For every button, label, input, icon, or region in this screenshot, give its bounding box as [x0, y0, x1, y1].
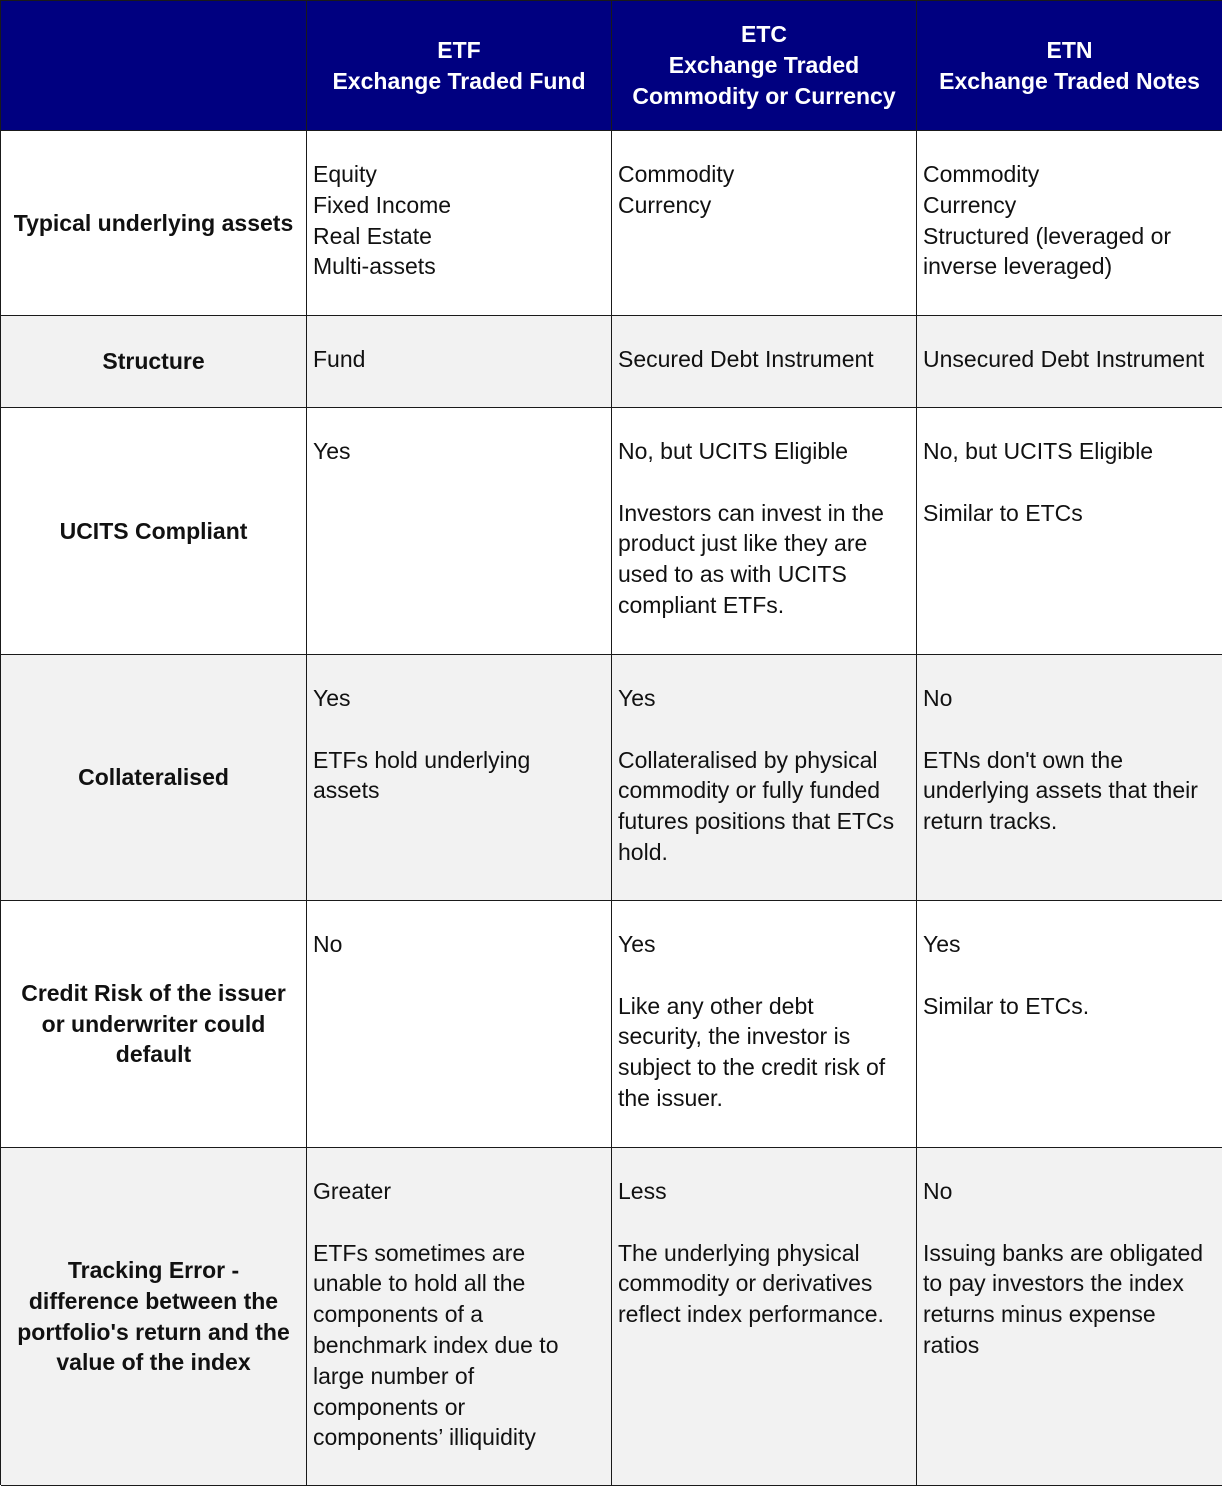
cell-line: No: [923, 1178, 953, 1204]
cell-line: No: [313, 931, 343, 957]
row-label-line: Credit Risk of the issuer: [21, 979, 286, 1006]
row-label-text: Structure: [102, 348, 205, 375]
row-label-text: Typical underlying assets: [13, 209, 294, 236]
row-label-line: difference between the: [28, 1287, 279, 1314]
cell-line: Less: [618, 1178, 667, 1204]
cell-line: product just like they are: [618, 530, 868, 557]
cell-etn-credit-risk: [917, 901, 1222, 1148]
cell-line: subject to the credit risk of: [618, 1054, 886, 1081]
cell-line: No, but UCITS Eligible: [923, 438, 1154, 464]
cell-etc-ucits: [612, 408, 917, 655]
cell-line: Similar to ETCs: [923, 499, 1083, 526]
cell-etn-underlying-assets: [917, 131, 1222, 316]
cell-line: Like any other debt: [618, 992, 814, 1019]
cell-line: Greater: [313, 1178, 391, 1204]
cell-etf-underlying-assets: [307, 131, 612, 316]
cell-line: ETNs don't own the: [923, 746, 1123, 773]
row-label-collateralised: [1, 655, 307, 901]
cell-etn-ucits: [917, 408, 1222, 655]
cell-line: Secured Debt Instrument: [618, 346, 874, 372]
cell-line: Equity: [313, 161, 377, 187]
cell-line: ratios: [923, 1331, 980, 1358]
cell-etn-tracking-error: [917, 1148, 1222, 1486]
cell-line: commodity or derivatives: [618, 1270, 873, 1297]
cell-line: Similar to ETCs.: [923, 992, 1090, 1019]
row-label-structure: [1, 316, 307, 408]
cell-line: large number of: [313, 1362, 475, 1389]
cell-line: benchmark index due to: [313, 1331, 559, 1358]
cell-line: Currency: [618, 191, 712, 218]
cell-etf-tracking-error: [307, 1148, 612, 1486]
cell-line: return tracks.: [923, 808, 1058, 835]
header-etn: [917, 1, 1222, 131]
row-label-line: Tracking Error -: [67, 1256, 240, 1283]
cell-line: No, but UCITS Eligible: [618, 438, 849, 464]
cell-line: Structured (leveraged or: [923, 222, 1172, 249]
cell-etf-structure: [307, 316, 612, 408]
cell-etf-ucits: [307, 408, 612, 655]
cell-line: Yes: [618, 685, 656, 711]
cell-line: compliant ETFs.: [618, 591, 785, 618]
row-label-text: Collateralised: [78, 764, 229, 791]
cell-line: Multi-assets: [313, 253, 436, 280]
cell-etn-structure: [917, 316, 1222, 408]
cell-line: Yes: [313, 438, 351, 464]
header-etc-name-line-2: Commodity or Currency: [632, 83, 896, 109]
cell-line: No: [923, 685, 953, 711]
cell-line: assets: [313, 777, 380, 804]
cell-etc-underlying-assets: [612, 131, 917, 316]
cell-line: security, the investor is: [618, 1023, 851, 1050]
cell-line: returns minus expense: [923, 1301, 1156, 1328]
header-etc-code: ETC: [740, 21, 787, 47]
cell-line: Yes: [923, 931, 961, 957]
cell-line: Currency: [923, 191, 1017, 218]
row-label-credit-risk: [1, 901, 307, 1148]
cell-line: futures positions that ETCs: [618, 808, 895, 835]
header-etf-name: Exchange Traded Fund: [332, 67, 586, 94]
row-label-ucits-compliant: [1, 408, 307, 655]
header-etn-name: Exchange Traded Notes: [939, 67, 1200, 94]
cell-line: Issuing banks are obligated: [923, 1239, 1204, 1266]
cell-line: Collateralised by physical: [618, 746, 878, 773]
row-label-line: value of the index: [56, 1349, 251, 1376]
cell-etn-collateralised: [917, 655, 1222, 901]
row-label-line: default: [115, 1041, 192, 1068]
header-etf: [307, 1, 612, 131]
row-label-line: portfolio's return and the: [17, 1318, 290, 1345]
cell-line: inverse leveraged): [923, 253, 1113, 280]
cell-line: reflect index performance.: [618, 1301, 884, 1328]
header-etc: [612, 1, 917, 131]
cell-etc-collateralised: [612, 655, 917, 901]
cell-line: used to as with UCITS: [618, 561, 847, 588]
cell-line: Real Estate: [313, 222, 432, 249]
cell-etc-structure: [612, 316, 917, 408]
row-label-text: UCITS Compliant: [59, 517, 248, 544]
cell-line: The underlying physical: [618, 1239, 860, 1266]
cell-etf-credit-risk: [307, 901, 612, 1148]
cell-line: Yes: [313, 685, 351, 711]
cell-line: ETFs sometimes are: [313, 1239, 526, 1266]
header-etc-name-line-1: Exchange Traded: [668, 52, 860, 78]
cell-line: Yes: [618, 931, 656, 957]
cell-line: hold.: [618, 838, 668, 865]
cell-line: components of a: [313, 1301, 484, 1328]
header-etf-code: ETF: [437, 36, 481, 63]
cell-etc-tracking-error: [612, 1148, 917, 1486]
cell-line: components’ illiquidity: [313, 1424, 536, 1451]
cell-line: components or: [313, 1393, 466, 1420]
cell-line: ETFs hold underlying: [313, 746, 531, 773]
cell-etf-collateralised: [307, 655, 612, 901]
cell-line: Fixed Income: [313, 191, 452, 218]
cell-etc-credit-risk: [612, 901, 917, 1148]
row-label-tracking-error: [1, 1148, 307, 1486]
cell-line: Investors can invest in the: [618, 499, 884, 526]
cell-line: Commodity: [923, 161, 1040, 187]
cell-line: to pay investors the index: [923, 1270, 1184, 1297]
cell-line: the issuer.: [618, 1084, 723, 1111]
row-label-line: or underwriter could: [41, 1010, 266, 1037]
cell-line: Commodity: [618, 161, 735, 187]
cell-line: commodity or fully funded: [618, 777, 881, 804]
header-etn-code: ETN: [1046, 36, 1093, 63]
row-label-underlying-assets: [1, 131, 307, 316]
cell-line: underlying assets that their: [923, 777, 1198, 804]
cell-line: Unsecured Debt Instrument: [923, 346, 1205, 372]
cell-line: Fund: [313, 346, 366, 372]
header-corner-cell: [1, 1, 307, 131]
cell-line: unable to hold all the: [313, 1270, 526, 1297]
